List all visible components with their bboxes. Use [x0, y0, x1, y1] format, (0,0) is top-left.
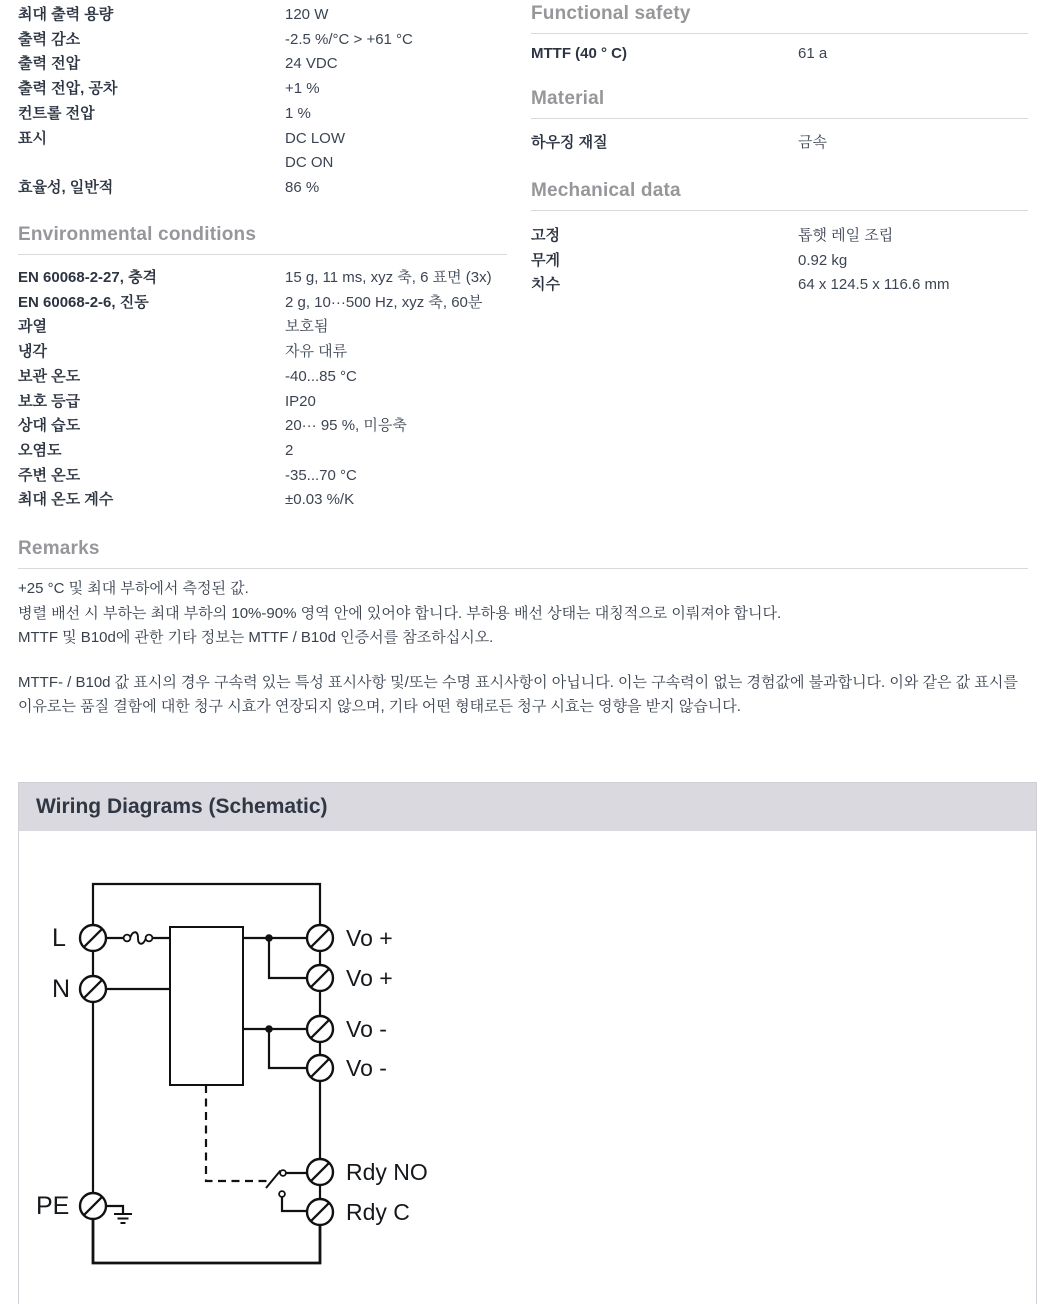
- spec-label: 출력 감소: [18, 30, 81, 48]
- relay-control-dashed-wire: [206, 1085, 268, 1181]
- spec-value: 톱햇 레일 조립: [798, 227, 894, 244]
- remark-paragraph: MTTF- / B10d 값 표시의 경우 구속력 있는 특성 표시사항 및/또는 수명 표시사항이 아닙니다. 이는 구속력이 없는 경험값에 불과합니다. 이와 같은 값 표시를 이유로는 품질 결함에 대한 청구 시효가 연장되지 않으며, 기타 어떤 형태로든 청구 시효는 영향을 받지 않습니다.: [18, 673, 1018, 715]
- table-row: [531, 224, 1028, 249]
- table-row: [18, 52, 518, 77]
- spec-label: 상대 습도: [18, 417, 81, 435]
- spec-value: 20··· 95 %, 미응축: [285, 417, 407, 435]
- table-row: [18, 102, 518, 127]
- table-row: [18, 365, 518, 390]
- spec-value: 64 x 124.5 x 116.6 mm: [798, 276, 950, 294]
- converter-block: [170, 927, 243, 1085]
- table-row: [18, 3, 518, 28]
- spec-label: 보호 등급: [18, 392, 81, 410]
- table-row: [531, 273, 1028, 298]
- spec-value: 1 %: [285, 104, 311, 122]
- spec-label: 주변 온도: [18, 466, 81, 484]
- table-row: [18, 28, 518, 53]
- spec-label: 최대 온도 계수: [18, 491, 114, 509]
- table-row: [18, 127, 518, 152]
- remark-paragraph: +25 °C 및 최대 부하에서 측정된 값.: [18, 580, 249, 597]
- functional-safety-table: [531, 42, 1028, 67]
- spec-value: 금속: [798, 134, 827, 151]
- table-row: [18, 77, 518, 102]
- spec-value: DC ON: [285, 154, 334, 172]
- fuse-icon: [124, 932, 153, 944]
- remarks-body: [18, 577, 1030, 720]
- table-row: [18, 151, 518, 176]
- spec-value: 86 %: [285, 178, 320, 196]
- table-row: [18, 439, 518, 464]
- table-row: [18, 340, 518, 365]
- table-row: [18, 488, 518, 513]
- table-row: [18, 414, 518, 439]
- table-row: [18, 176, 518, 201]
- spec-value: -35...70 °C: [285, 466, 357, 484]
- terminal-icon-vo-plus-1: [307, 925, 333, 951]
- terminal-label-PE: PE: [36, 1192, 70, 1220]
- terminal-label-vo-plus-1: Vo +: [346, 925, 393, 951]
- mechanical-data-table: [531, 224, 1028, 298]
- spec-label: 오염도: [18, 441, 62, 459]
- spec-label: MTTF (40 ° C): [531, 45, 627, 62]
- wiring-diagrams-title: Wiring Diagrams (Schematic): [36, 795, 328, 818]
- section-title-mechanical-data: Mechanical data: [531, 180, 1028, 211]
- table-row: [18, 291, 518, 316]
- spec-value: 15 g, 11 ms, xyz 축, 6 표면 (3x): [285, 269, 492, 286]
- terminal-icon-vo-minus-1: [307, 1016, 333, 1042]
- spec-value: ±0.03 %/K: [285, 491, 355, 509]
- material-table: [531, 131, 1028, 156]
- spec-label: 과열: [18, 318, 47, 336]
- spec-value: 보호됨: [285, 318, 329, 336]
- table-row: [531, 42, 1028, 67]
- terminal-label-vo-minus-1: Vo -: [346, 1016, 387, 1042]
- spec-label: 보관 온도: [18, 367, 81, 385]
- terminal-icon-rdy-no: [307, 1159, 333, 1185]
- wiring-schematic-diagram: [30, 866, 460, 1276]
- spec-label: 냉각: [18, 343, 47, 361]
- spec-value: IP20: [285, 392, 316, 410]
- wiring-diagrams-section: [18, 782, 1037, 1304]
- spec-value: +1 %: [285, 80, 320, 98]
- spec-label: 치수: [531, 276, 560, 294]
- section-title-functional-safety: Functional safety: [531, 3, 1028, 34]
- spec-label: 컨트롤 전압: [18, 104, 95, 122]
- section-title-remarks: Remarks: [18, 538, 1028, 569]
- top-rail-wire: [93, 884, 320, 925]
- spec-value: 120 W: [285, 6, 329, 23]
- environmental-conditions-table: [18, 266, 518, 513]
- earth-ground-icon: [106, 1206, 132, 1223]
- spec-label: 하우징 재질: [531, 134, 608, 151]
- spec-label: EN 60068-2-27, 충격: [18, 269, 158, 286]
- terminal-label-L: L: [52, 924, 66, 952]
- spec-label: 표시: [18, 129, 47, 147]
- spec-label: 효율성, 일반적: [18, 178, 114, 196]
- terminal-label-rdy-no: Rdy NO: [346, 1159, 428, 1185]
- table-row: [531, 131, 1028, 156]
- section-title-environmental-conditions: Environmental conditions: [18, 224, 507, 255]
- bottom-rail-wire: [93, 1219, 320, 1263]
- table-row: [18, 464, 518, 489]
- terminal-icon-vo-minus-2: [307, 1055, 333, 1081]
- table-row: [18, 266, 518, 291]
- spec-label: [18, 151, 285, 176]
- output-specs-table: [18, 3, 518, 201]
- wiring-diagrams-header: [19, 783, 1036, 831]
- vo-minus-wire: [243, 1029, 307, 1068]
- terminal-label-N: N: [52, 975, 71, 1003]
- spec-value: 2: [285, 441, 294, 459]
- terminal-label-vo-minus-2: Vo -: [346, 1055, 387, 1081]
- relay-contact-icon: [266, 1170, 307, 1211]
- spec-value: 자유 대류: [285, 343, 348, 361]
- remark-paragraph: MTTF 및 B10d에 관한 기타 정보는 MTTF / B10d 인증서를 참조하십시오.: [18, 629, 494, 646]
- table-row: [531, 249, 1028, 274]
- spec-label: 출력 전압: [18, 55, 81, 73]
- spec-value: -2.5 %/°C > +61 °C: [285, 30, 413, 48]
- terminal-label-vo-plus-2: Vo +: [346, 965, 393, 991]
- terminal-icon-PE: [80, 1193, 106, 1219]
- section-title-material: Material: [531, 88, 1028, 119]
- spec-label: 최대 출력 용량: [18, 6, 114, 23]
- terminal-icon-rdy-c: [307, 1199, 333, 1225]
- spec-value: 24 VDC: [285, 55, 338, 73]
- spec-label: 고정: [531, 227, 560, 244]
- table-row: [18, 390, 518, 415]
- junction-dot: [265, 934, 273, 942]
- remark-paragraph: 병렬 배선 시 부하는 최대 부하의 10%-90% 영역 안에 있어야 합니다. 부하용 배선 상태는 대칭적으로 이뤄져야 합니다.: [18, 604, 782, 622]
- spec-label: 무게: [531, 251, 560, 269]
- spec-value: 2 g, 10···500 Hz, xyz 축, 60분: [285, 293, 483, 311]
- terminal-label-rdy-c: Rdy C: [346, 1199, 410, 1225]
- spec-label: EN 60068-2-6, 진동: [18, 293, 149, 311]
- terminal-icon-N: [80, 976, 106, 1002]
- spec-value: 0.92 kg: [798, 251, 848, 269]
- spec-value: DC LOW: [285, 129, 345, 147]
- terminal-icon-L: [80, 925, 106, 951]
- spec-value: -40...85 °C: [285, 367, 357, 385]
- spec-label: 출력 전압, 공차: [18, 80, 118, 98]
- junction-dot: [265, 1025, 273, 1033]
- terminal-icon-vo-plus-2: [307, 965, 333, 991]
- vo-plus-wire: [243, 938, 307, 978]
- table-row: [18, 315, 518, 340]
- spec-value: 61 a: [798, 45, 828, 62]
